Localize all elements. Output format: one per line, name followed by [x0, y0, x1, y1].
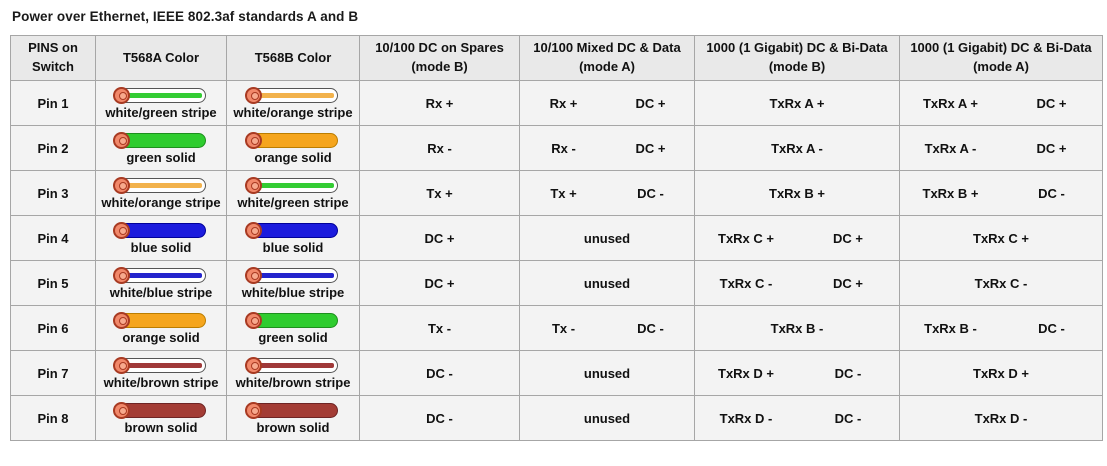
signal-value: DC - [1038, 185, 1065, 201]
wire-stripe [126, 93, 202, 98]
wire-graphic [245, 87, 341, 105]
copper-tip-icon [245, 267, 262, 284]
signal-pair [520, 321, 694, 336]
signal-value: TxRx A + [769, 95, 825, 111]
wire-color-label: white/brown stripe [103, 374, 219, 390]
wire-graphic [245, 357, 341, 375]
copper-tip-inner [119, 92, 127, 100]
wire-color [96, 216, 226, 260]
t568a-color-cell [96, 306, 227, 351]
copper-tip-inner [119, 182, 127, 190]
wire-color [227, 171, 359, 215]
signal-value: unused [583, 230, 631, 246]
wire-body [122, 313, 206, 328]
wire-body [122, 178, 206, 193]
t568a-color-cell [96, 216, 227, 261]
t568b-color-cell [227, 306, 360, 351]
pin-cell: Pin 8 [11, 396, 96, 441]
wire-color-label: white/orange stripe [233, 104, 353, 120]
wire-graphic [113, 87, 209, 105]
t568a-color-cell [96, 171, 227, 216]
column-header [695, 36, 900, 81]
wire-color [227, 351, 359, 395]
wire-color [227, 216, 359, 260]
wire-body [254, 313, 338, 328]
wire-color-label: brown solid [124, 419, 198, 435]
signal-cell [695, 261, 900, 306]
signal-cell [520, 126, 695, 171]
signal-cell [360, 261, 520, 306]
signal-cell [360, 171, 520, 216]
copper-tip-icon [113, 402, 130, 419]
copper-tip-inner [251, 92, 259, 100]
wire-body [254, 268, 338, 283]
signal-pair [900, 321, 1102, 336]
wire-graphic [245, 267, 341, 285]
wire-color-label: white/green stripe [237, 194, 349, 210]
wire-stripe [126, 183, 202, 188]
signal-value: unused [583, 410, 631, 426]
signal-value: TxRx D - [719, 410, 773, 426]
wire-color-label: orange solid [254, 149, 332, 165]
signal-value: DC + [1036, 140, 1067, 156]
wire-body [254, 403, 338, 418]
signal-value: TxRx B + [769, 185, 825, 201]
pin-cell: Pin 2 [11, 126, 96, 171]
signal-value: TxRx B - [770, 320, 824, 336]
wire-graphic [113, 312, 209, 330]
signal-pair [900, 96, 1102, 111]
signal-value: Rx + [425, 95, 454, 111]
copper-tip-icon [113, 267, 130, 284]
copper-tip-icon [245, 312, 262, 329]
signal-pair [695, 231, 899, 246]
column-header-line: (mode A) [579, 59, 635, 74]
signal-cell [695, 126, 900, 171]
copper-tip-icon [245, 402, 262, 419]
poe-wiring-table [10, 35, 1103, 441]
t568a-color-cell [96, 351, 227, 396]
wire-body [254, 133, 338, 148]
wire-graphic [245, 132, 341, 150]
table-row [11, 351, 1103, 396]
copper-tip-inner [251, 407, 259, 415]
t568a-color-cell [96, 81, 227, 126]
wire-graphic [113, 402, 209, 420]
wire-color [227, 126, 359, 170]
signal-value: TxRx A - [771, 140, 823, 156]
signal-value: DC + [1036, 95, 1067, 111]
table-body [11, 81, 1103, 441]
column-header [227, 36, 360, 81]
page-title: Power over Ethernet, IEEE 802.3af standards A and B [12, 9, 359, 24]
signal-value: Rx - [551, 140, 576, 156]
signal-cell [520, 216, 695, 261]
copper-tip-icon [245, 222, 262, 239]
wire-stripe [126, 363, 202, 368]
copper-tip-icon [113, 222, 130, 239]
table-row [11, 216, 1103, 261]
signal-value: TxRx C - [974, 275, 1028, 291]
wire-color [227, 81, 359, 125]
signal-cell [900, 261, 1103, 306]
wire-color [96, 171, 226, 215]
wire-color [227, 306, 359, 350]
column-header [900, 36, 1103, 81]
wire-color [227, 396, 359, 440]
signal-value: TxRx A - [924, 140, 977, 156]
signal-pair [695, 276, 899, 291]
column-header-line: (mode B) [411, 59, 468, 74]
pin-cell: Pin 1 [11, 81, 96, 126]
signal-value: Tx - [427, 320, 452, 336]
signal-cell [695, 216, 900, 261]
wire-graphic [113, 267, 209, 285]
copper-tip-inner [251, 182, 259, 190]
pin-cell: Pin 6 [11, 306, 96, 351]
signal-cell [360, 126, 520, 171]
signal-pair [520, 186, 694, 201]
wire-body [254, 88, 338, 103]
wire-graphic [245, 312, 341, 330]
copper-tip-icon [113, 177, 130, 194]
wire-stripe [258, 273, 334, 278]
signal-cell [695, 81, 900, 126]
wire-graphic [245, 177, 341, 195]
wire-stripe [258, 93, 334, 98]
signal-value: TxRx C - [719, 275, 773, 291]
wire-graphic [113, 357, 209, 375]
column-header [11, 36, 96, 81]
copper-tip-icon [113, 312, 130, 329]
copper-tip-inner [119, 362, 127, 370]
copper-tip-inner [251, 362, 259, 370]
pin-cell: Pin 3 [11, 171, 96, 216]
signal-cell [360, 396, 520, 441]
t568b-color-cell [227, 81, 360, 126]
t568b-color-cell [227, 171, 360, 216]
signal-value: DC + [424, 275, 455, 291]
signal-value: DC - [426, 410, 453, 426]
wire-stripe [258, 363, 334, 368]
t568a-color-cell [96, 261, 227, 306]
signal-value: DC - [637, 185, 664, 201]
pin-cell: Pin 5 [11, 261, 96, 306]
signal-value: Tx + [550, 185, 577, 201]
column-header [96, 36, 227, 81]
signal-value: TxRx D + [718, 365, 774, 381]
wire-color-label: white/blue stripe [109, 284, 213, 300]
copper-tip-inner [119, 317, 127, 325]
wire-graphic [245, 222, 341, 240]
signal-value: DC - [426, 365, 453, 381]
column-header-line: 10/100 DC on Spares [375, 40, 504, 56]
wire-color [96, 126, 226, 170]
table-row [11, 306, 1103, 351]
table-row [11, 261, 1103, 306]
signal-value: DC - [834, 410, 862, 426]
signal-value: DC - [1038, 320, 1065, 336]
wire-body [254, 178, 338, 193]
t568b-color-cell [227, 216, 360, 261]
signal-value: unused [583, 275, 631, 291]
signal-cell [900, 351, 1103, 396]
column-header-line: 1000 (1 Gigabit) DC & Bi-Data [706, 40, 888, 56]
copper-tip-icon [245, 357, 262, 374]
signal-value: DC + [833, 275, 863, 291]
wire-color [96, 81, 226, 125]
signal-cell [520, 306, 695, 351]
copper-tip-inner [251, 137, 259, 145]
pin-cell: Pin 4 [11, 216, 96, 261]
signal-cell [360, 306, 520, 351]
signal-cell [360, 216, 520, 261]
wire-color [96, 261, 226, 305]
signal-cell [520, 396, 695, 441]
table-row [11, 396, 1103, 441]
wire-body [122, 133, 206, 148]
signal-cell [695, 171, 900, 216]
wire-color-label: green solid [258, 329, 328, 345]
wire-color-label: white/blue stripe [241, 284, 345, 300]
copper-tip-inner [119, 407, 127, 415]
wire-color-label: orange solid [122, 329, 200, 345]
signal-cell [900, 396, 1103, 441]
wire-color [96, 396, 226, 440]
column-header-line: 10/100 Mixed DC & Data [533, 40, 681, 56]
wire-body [122, 268, 206, 283]
copper-tip-inner [119, 227, 127, 235]
column-header-line: Switch [32, 59, 74, 74]
signal-value: TxRx D + [973, 365, 1029, 381]
t568b-color-cell [227, 396, 360, 441]
copper-tip-icon [245, 87, 262, 104]
wire-color [96, 351, 226, 395]
signal-cell [900, 306, 1103, 351]
signal-value: DC - [637, 320, 664, 336]
signal-cell [695, 306, 900, 351]
signal-pair [695, 411, 899, 426]
signal-cell [695, 396, 900, 441]
signal-cell [900, 126, 1103, 171]
wire-color-label: green solid [126, 149, 196, 165]
wire-color-label: white/orange stripe [101, 194, 221, 210]
signal-cell [900, 216, 1103, 261]
t568b-color-cell [227, 126, 360, 171]
signal-pair [900, 186, 1102, 201]
wire-color-label: brown solid [256, 419, 330, 435]
t568b-color-cell [227, 261, 360, 306]
copper-tip-inner [251, 317, 259, 325]
signal-cell [360, 81, 520, 126]
wire-body [254, 223, 338, 238]
wire-body [254, 358, 338, 373]
table-row [11, 171, 1103, 216]
signal-value: Tx + [426, 185, 453, 201]
signal-value: TxRx D - [974, 410, 1028, 426]
wire-body [122, 223, 206, 238]
signal-value: DC + [635, 95, 666, 111]
wire-color [96, 306, 226, 350]
wire-stripe [126, 273, 202, 278]
signal-pair [900, 141, 1102, 156]
signal-cell [360, 351, 520, 396]
signal-value: TxRx C + [973, 230, 1029, 246]
table-row [11, 81, 1103, 126]
signal-pair [520, 96, 694, 111]
signal-pair [520, 141, 694, 156]
t568a-color-cell [96, 126, 227, 171]
pin-cell: Pin 7 [11, 351, 96, 396]
copper-tip-icon [245, 132, 262, 149]
column-header [520, 36, 695, 81]
signal-cell [520, 261, 695, 306]
signal-value: Tx - [551, 320, 576, 336]
signal-cell [520, 81, 695, 126]
wire-graphic [113, 177, 209, 195]
wire-graphic [113, 132, 209, 150]
signal-value: TxRx B - [924, 320, 977, 336]
column-header-line: T568B Color [254, 49, 332, 65]
column-header [360, 36, 520, 81]
signal-value: Rx - [427, 140, 452, 156]
signal-value: DC + [833, 230, 863, 246]
signal-cell [520, 351, 695, 396]
signal-value: Rx + [549, 95, 578, 111]
signal-cell [695, 351, 900, 396]
t568a-color-cell [96, 396, 227, 441]
wire-color-label: white/brown stripe [235, 374, 351, 390]
wire-body [122, 358, 206, 373]
wire-body [122, 88, 206, 103]
signal-value: TxRx A + [922, 95, 979, 111]
signal-pair [695, 366, 899, 381]
signal-value: unused [583, 365, 631, 381]
table-row [11, 126, 1103, 171]
copper-tip-icon [113, 132, 130, 149]
copper-tip-inner [119, 272, 127, 280]
signal-cell [520, 171, 695, 216]
copper-tip-inner [119, 137, 127, 145]
column-header-line: 1000 (1 Gigabit) DC & Bi-Data [910, 40, 1092, 56]
copper-tip-inner [251, 272, 259, 280]
wire-color-label: blue solid [262, 239, 324, 255]
signal-cell [900, 81, 1103, 126]
column-header-line: (mode B) [768, 59, 826, 74]
wire-body [122, 403, 206, 418]
signal-value: DC - [834, 365, 862, 381]
signal-value: DC + [635, 140, 666, 156]
wire-color [227, 261, 359, 305]
signal-cell [900, 171, 1103, 216]
copper-tip-icon [245, 177, 262, 194]
signal-value: TxRx C + [718, 230, 774, 246]
signal-value: DC + [424, 230, 455, 246]
wire-graphic [113, 222, 209, 240]
copper-tip-icon [113, 357, 130, 374]
signal-value: TxRx B + [922, 185, 979, 201]
column-header-line: T568A Color [122, 49, 200, 65]
wire-stripe [258, 183, 334, 188]
wire-graphic [245, 402, 341, 420]
column-header-line: PINS on [28, 40, 78, 56]
t568b-color-cell [227, 351, 360, 396]
column-header-line: (mode A) [973, 59, 1029, 74]
wire-color-label: blue solid [130, 239, 192, 255]
copper-tip-icon [113, 87, 130, 104]
header-row [11, 36, 1103, 81]
wire-color-label: white/green stripe [105, 104, 217, 120]
copper-tip-inner [251, 227, 259, 235]
